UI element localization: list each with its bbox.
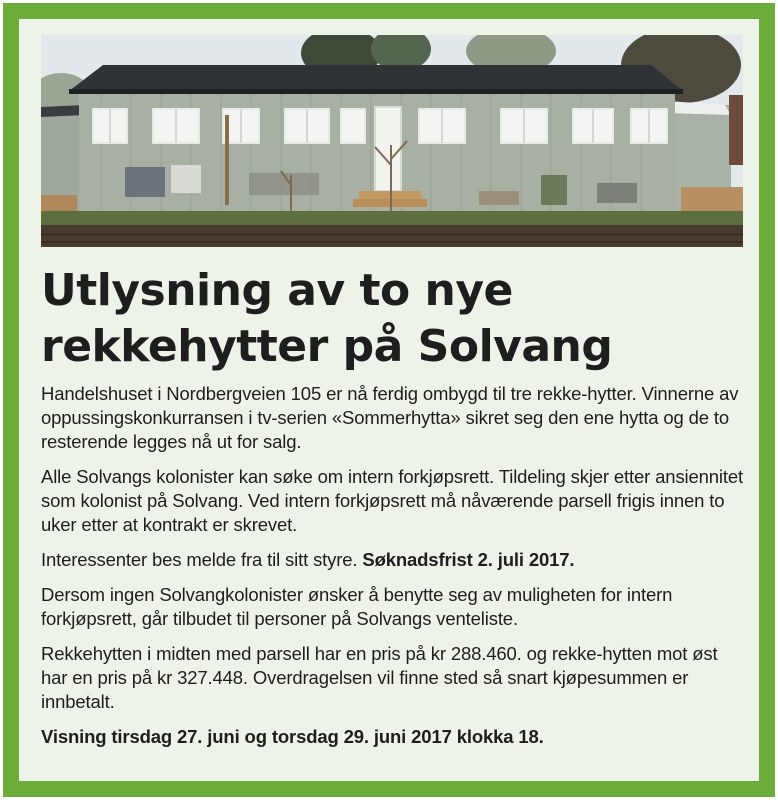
paragraph-prices: Rekkehytten i midten med parsell har en pris på kr 288.460. og rekke-hytten mot øst har en pris på kr 327.448. Overdragelsen vil finne sted så snart kjøpesummen er innbetalt. (41, 643, 718, 712)
article-body (41, 263, 743, 749)
paragraph-deadline (41, 548, 743, 572)
paragraph-forkjopsrett: Alle Solvangs kolonister kan søke om intern forkjøpsrett. Tildeling skjer etter ansiennitet som kolonist på Solvang. Ved intern forkjøpsrett må nåværende parsell frigis innen to uker etter at kontrakt er skrevet. (41, 466, 744, 535)
paragraph-intro: Handelshuset i Nordbergveien 105 er nå ferdig ombygd til tre rekke-hytter. Vinnerne av oppussingskonkurransen i tv-serien «Sommerhytta» sikret seg den ene hytta og de to resterende legges nå ut for salg. (41, 383, 739, 452)
deadline-bold-text: Søknadsfrist 2. juli 2017. (362, 549, 575, 570)
article-title-line2: rekkehytter på Solvang (41, 321, 613, 372)
article-frame (3, 3, 775, 797)
paragraph-viewing: Visning tirsdag 27. juni og torsdag 29. juni 2017 klokka 18. (41, 726, 544, 747)
article-title (41, 263, 743, 375)
article-title-line1: Utlysning av to nye (41, 265, 513, 316)
cabin-photo-illustration (41, 35, 743, 247)
paragraph-waitlist: Dersom ingen Solvangkolonister ønsker å benytte seg av muligheten for intern forkjøpsrett, går tilbudet til personer på Solvangs venteliste. (41, 584, 673, 629)
deadline-lead-text: Interessenter bes melde fra til sitt styre. (41, 549, 363, 570)
cabin-photo (41, 35, 743, 247)
